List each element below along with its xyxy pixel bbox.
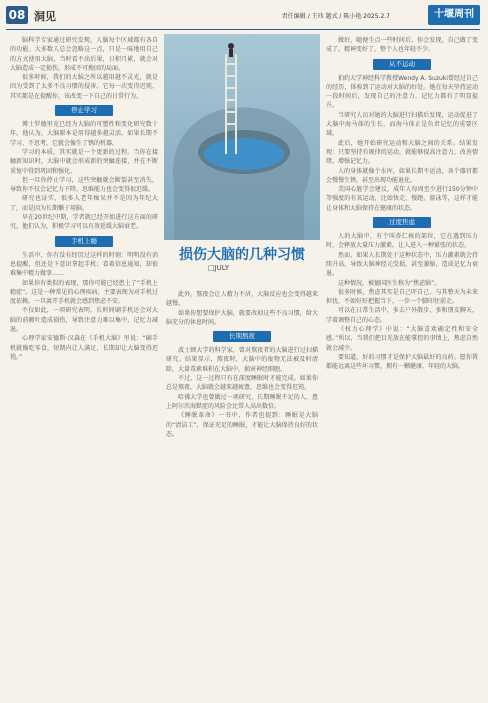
paragraph: 美国心脏学会建议，成年人每周至少进行150分钟中等强度的有氧运动，比如快走、慢跑、游泳等，这样才能让身体和大脑保持在健康的状态。 (326, 186, 478, 212)
section-title: 洞见 (34, 10, 56, 23)
paragraph: 当研究人员对她的大脑进行扫描后发现，运动促进了大脑中海马体的生长，而海马体正是负责记忆的重要区域。 (326, 111, 478, 138)
paragraph: 研究也证实，很多人老年痴呆并不是因为年纪大了，而是因为长期懒于用脑。 (10, 195, 158, 212)
paragraph: 人的大脑中，有个叫杏仁核的部位，它在遇到压力时，会释放大量压力激素，让人进入一种紧张的状态。 (326, 233, 478, 250)
paragraph: 生活中，你有没有经历过这样的时刻：明明没有消息提醒，但还是下意识拿起手机；看着信息通知，却很难集中精力做事…… (10, 251, 158, 278)
paragraph: 如果你有类似的表现，那你可能已经患上了“手机上瘾症”。这是一种常见的心理疾病，主要表现为对手机过度依赖，一旦离开手机就会感到焦虑不安。 (10, 279, 158, 306)
paragraph: 但一旦你停止学习，这些突触就会断裂甚至消失，导致你不仅会记忆力下降，思维能力也会变得很迟缓。 (10, 176, 158, 194)
page-number-badge: 08 (6, 6, 28, 24)
paragraph: 《睡眠革命》一书中，作者也提到：睡眠是大脑的“清洁工”，保证充足的睡眠，才能让大脑保持良好的状态。 (166, 412, 318, 438)
paragraph: 哈佛大学也曾做过一项研究，长期睡眠不足的人，患上阿尔茨海默症的风险会比常人高出数倍。 (166, 393, 318, 410)
editor-credit: 责任编辑 / 王玮 题式 / 陈小艳 2025.2.7 (281, 13, 390, 20)
paragraph: 不仅如此，一项研究表明，长时间刷手机还会对大脑的前额叶造成损伤，导致注意力难以集中，记忆力减退。 (10, 307, 158, 334)
paragraph: 这种情况，被德国医生称为“焦虑脑”。 (338, 279, 441, 287)
paragraph: 如果你想要保护大脑，就要改掉这些不良习惯，给大脑充分的休息时间。 (166, 309, 318, 326)
header-rule (6, 29, 480, 30)
paragraph: 然而，如果人长期处于这种状态中，压力激素就会持续升高，导致大脑神经元受损，甚至萎缩，造成记忆力衰退。 (326, 251, 478, 278)
paragraph: 此后，她开始研究运动和大脑之间的关系。结果发现：只要坚持有规律的运动，就能够提高注意力、改善情绪，增强记忆力。 (326, 139, 478, 166)
subheading: 过度焦虑 (373, 217, 431, 228)
column-3 (326, 36, 478, 698)
paragraph: 学习的本质，其实就是一个更新的过程。当你在接触新知识时，大脑中就会形成新的突触连接，并在不断重复中得到巩固和强化。 (10, 148, 158, 175)
article-byline: □JULY (208, 264, 230, 272)
paragraph: 做好，随便生点一些时间后，你会发现，自己做了变成了。精神变好了，整个人也年轻不少。 (326, 37, 478, 54)
paragraph: 此外，熬夜会让人精力不济，大脑反应也会变得越来越慢。 (166, 291, 318, 308)
paragraph: 很多时候，我们的大脑之所以越用越不灵光，就是因为受到了太多不良习惯的侵害。它每一次变得迟钝、其实都是在提醒你，该改变一下自己的日常行为。 (10, 74, 158, 100)
paragraph: 要知道，好的习惯才是保护大脑最好的良药。愿你我都能远离这些坏习惯，拥有一颗健康、年轻的大脑。 (326, 353, 478, 371)
column-2 (166, 290, 318, 698)
paragraph: 不过，这一过程只有在深度睡眠时才能完成。如果你总是熬夜，大脑就会越来越疲惫，思维也会变得迟钝。 (166, 375, 318, 392)
subheading: 长期熬夜 (213, 331, 271, 342)
subheading: 手机上瘾 (55, 236, 113, 247)
column-1 (10, 36, 158, 698)
subheading: 从不运动 (373, 59, 431, 70)
subheading: 停止学习 (55, 105, 113, 116)
article-illustration (164, 34, 320, 240)
paragraph: 早在20世纪中期，学者就已经开始进行这方面的研究，他们认为，积极学习可以有效延缓大脑衰老。 (10, 214, 158, 231)
paragraph: 博士罗德里克已经为大脑的可塑性和变化研究数十年。他认为，大脑原本是用得越多越灵活，如果长期不学习、不思考，它就会像生了锈的机器。 (10, 121, 158, 147)
paragraph: 人的身体就像个水库，如果长期不运动，各个器官都会慢慢生锈，甚至出现功能退化。 (326, 167, 478, 184)
page-header (0, 0, 488, 30)
paragraph: 可以在日常生活中，多去户外散步，多和朋友聊天，学着调整自己的心态。 (326, 307, 478, 324)
paragraph: 心理学家安德斯·汉森在《手机大脑》里说：“刷手机就像吃零食，短期内让人满足，长期却让大脑变得迟钝。” (10, 335, 158, 361)
ladder-head-illustration (164, 34, 320, 240)
paragraph: 波士顿大学的科学家，曾对熬夜者的大脑进行过扫描研究。结果显示，熬夜时，大脑中的废物无法被及时清除，大量毒素堆积在大脑中，损害神经细胞。 (166, 347, 318, 373)
paragraph: 《权力心理学》中说：“大脑喜欢确定性和安全感。”所以，当我们把目光放在能掌控的事情上，焦虑自然就会减少。 (326, 326, 478, 352)
paragraph: 很多时候，焦虑其实是自己吓自己。与其整天为未来担忧，不如好好把握当下，一步一个脚印往前走。 (326, 288, 478, 306)
paragraph: 拍约大学神经科学教授Wendy A. Suzuki曾经过自己的经历，体验到了运动对大脑的好处。她在每天坚持运动一段时间后，发现自己的注意力、记忆力都有了明显提升。 (326, 74, 478, 110)
masthead-logo: 十堰周刊 (428, 5, 480, 25)
paragraph: 脑科学专家通过研究发现，人脑每个区域都有各自的功能。大多数人总会忽略这一点，只是一味地用自己的方式使用大脑，当时看不出后果，日积月累，就会对大脑造成一定损伤，形成不可挽回的局面。 (10, 37, 158, 72)
article-title: 损伤大脑的几种习惯 (179, 247, 305, 263)
